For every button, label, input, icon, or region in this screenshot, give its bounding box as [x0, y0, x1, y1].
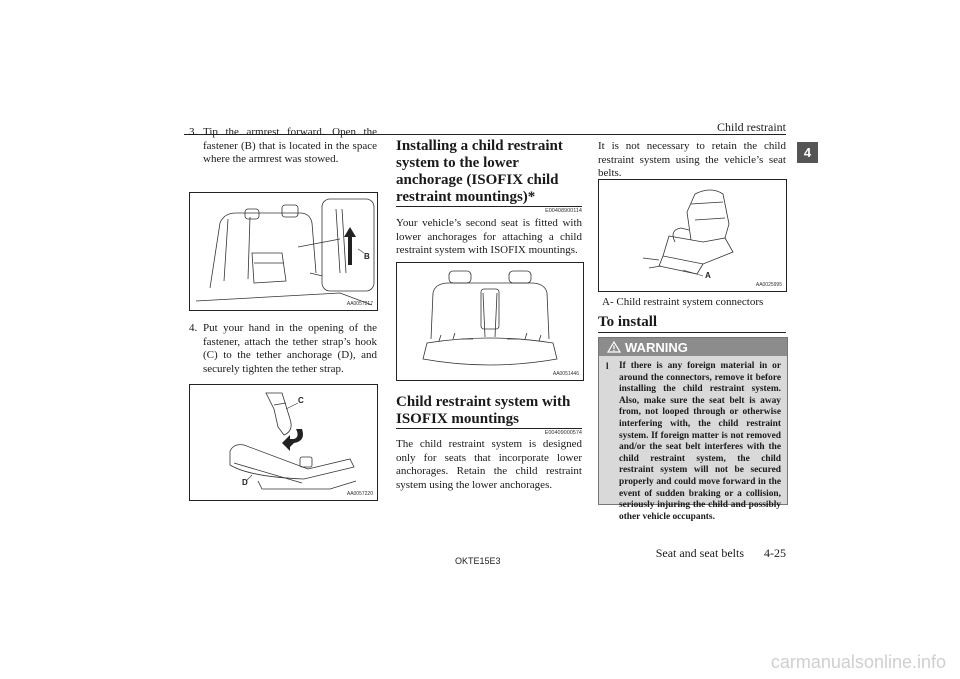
warning-title: WARNING: [625, 339, 688, 355]
watermark: carmanualsonline.info: [770, 652, 946, 672]
warning-triangle-icon: [607, 341, 621, 353]
figure-tether-hook: [189, 384, 378, 501]
illustration-rear-bench-anchorages: [397, 263, 583, 380]
warning-box: [598, 337, 788, 522]
paragraph-lower-anchorages: Your vehicle’s second seat is fitted with lower anchorages for attaching a child restraint system with ISOFIX mountings.: [396, 217, 582, 256]
figure-code: AA0025995: [755, 282, 782, 288]
heading-rule: [396, 206, 582, 207]
step-number: 3.: [189, 126, 198, 138]
figure-armrest-fastener: [189, 192, 378, 311]
page-footer: [650, 546, 786, 561]
step-3: [189, 126, 377, 167]
heading-rule: [598, 332, 786, 333]
page-number: 4-25: [764, 546, 786, 560]
figure-code: AA0057220: [346, 491, 373, 497]
illustration-child-seat-connectors: [599, 180, 786, 291]
section-code: E00409000574: [544, 430, 582, 436]
step-4: [189, 322, 377, 376]
figure-child-restraint: [598, 179, 787, 292]
label-a: A: [705, 271, 711, 280]
step-text: Tip the armrest forward. Open the fastener (B) that is located in the space where the armrest was stowed.: [203, 126, 377, 165]
heading-to-install: To install: [598, 314, 658, 330]
paragraph-no-seat-belt: It is not necessary to retain the child restraint system using the vehicle’s seat belts.: [598, 140, 786, 179]
illustration-tether-anchorage: [190, 385, 377, 500]
footer-section: Seat and seat belts: [655, 546, 744, 560]
figure-second-seat: [396, 262, 584, 381]
step-text: Put your hand in the opening of the fastener, attach the tether strap’s hook (C) to the tether anchorage (D), and securely tighten the tether strap.: [203, 322, 377, 375]
warning-text: [599, 356, 787, 529]
warning-header: [599, 338, 787, 356]
chapter-tab: 4: [797, 142, 818, 163]
figure-code: AA0051446: [552, 371, 579, 377]
figure-code: AA0057217: [346, 301, 373, 307]
heading-isofix-mountings: Child restraint system with ISOFIX mountings: [396, 394, 571, 427]
document-code: OKTE15E3: [455, 556, 501, 566]
warning-body: If there is any foreign material in or around the connectors, remove it before installing the child restraint system. Also, make sure the seat belt is away from, not looped through or otherwise interfering with, the child restraint system. If foreign matter is not removed and/or the seat belt interferes with the child restraint system, the child restraint system will not be secured properly and could move forward in the event of sudden braking or a collision, seriously injuring the child and possibly other vehicle occupants.: [619, 361, 781, 522]
paragraph-isofix-design: The child restraint system is designed only for seats that incorporate lower anchorages. Retain the child restraint system using the lower anchorages.: [396, 438, 582, 491]
section-title: Child restraint: [717, 120, 786, 134]
label-b: B: [364, 252, 370, 261]
heading-rule: [396, 428, 582, 429]
step-number: 4.: [189, 322, 198, 334]
illustration-rear-seat-armrest: [190, 193, 377, 310]
label-c: C: [298, 396, 304, 405]
label-d: D: [242, 478, 248, 487]
warning-bullet: l: [606, 361, 609, 371]
heading-isofix-install: Installing a child restraint system to the lower anchorage (ISOFIX child restraint mountings)*: [396, 138, 563, 205]
figure-caption: A- Child restraint system connectors: [602, 296, 764, 308]
section-code: E00408900114: [545, 208, 582, 214]
